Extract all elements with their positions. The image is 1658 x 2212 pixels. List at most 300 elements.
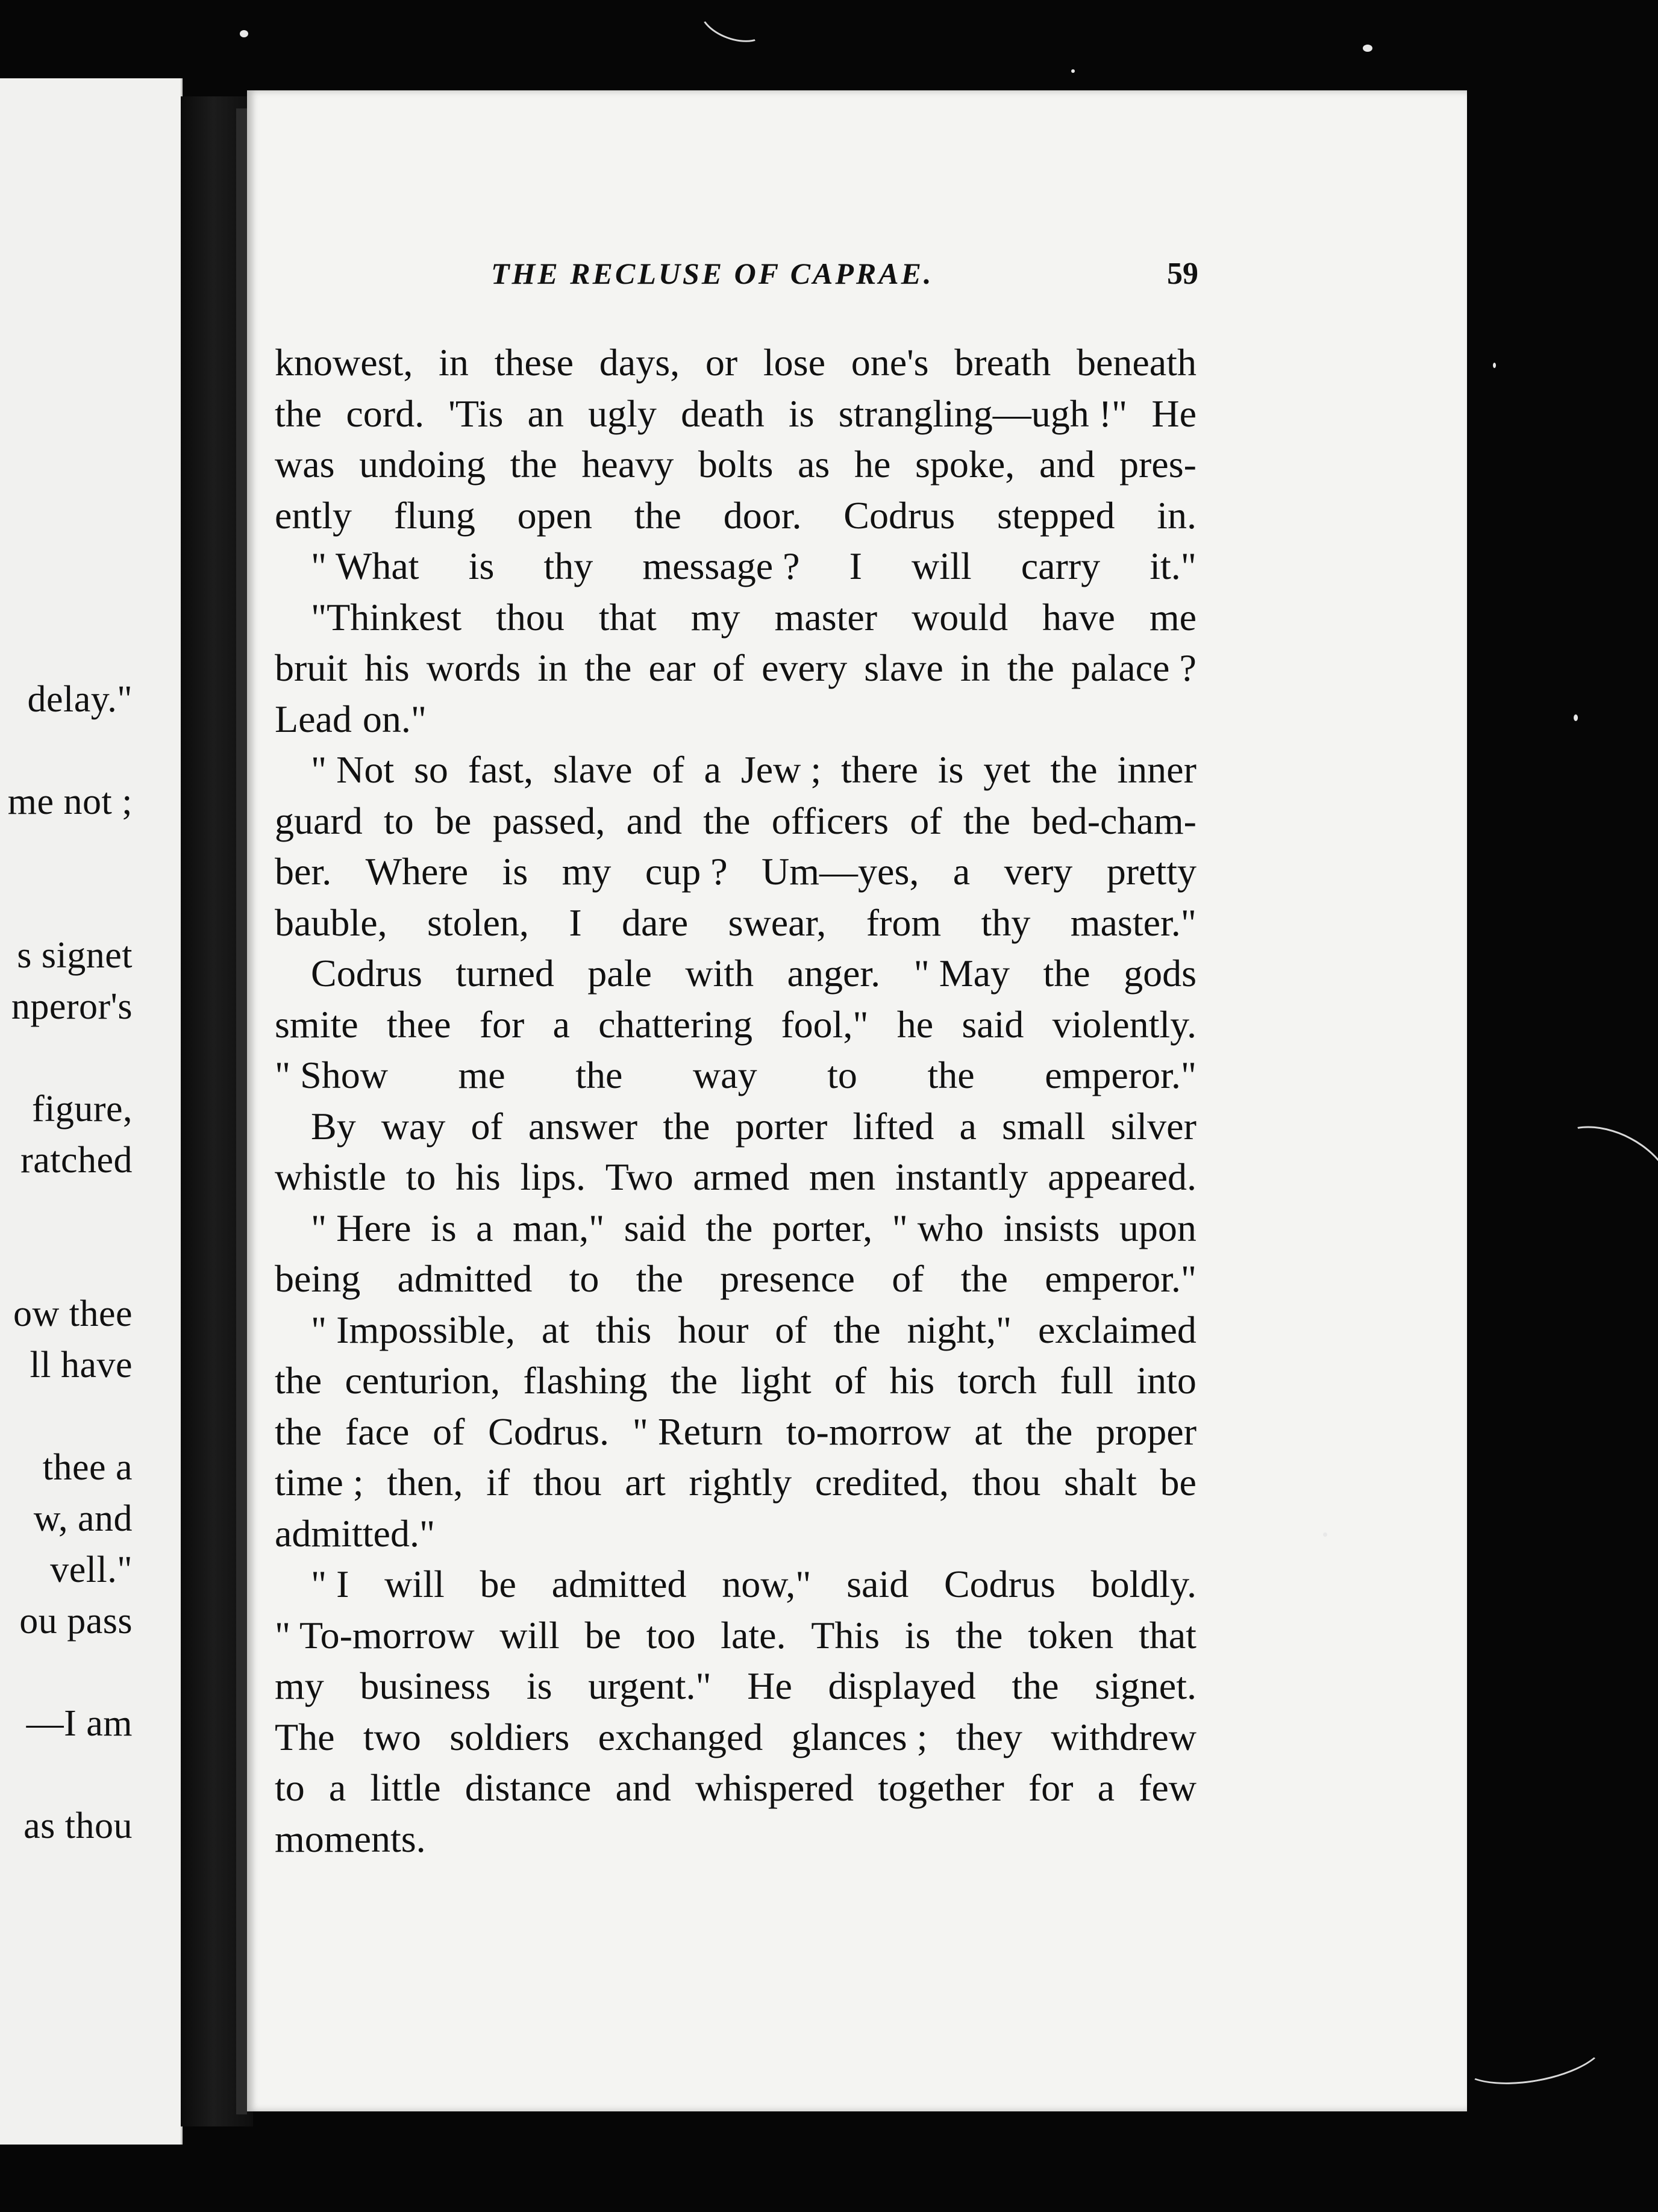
- word: or: [705, 341, 738, 384]
- word: passed,: [492, 799, 605, 842]
- text-line: [275, 490, 1197, 542]
- word: The: [275, 1715, 335, 1758]
- word: porter: [735, 1104, 828, 1148]
- word: strangling—ugh !": [838, 392, 1128, 435]
- word: whistle: [275, 1155, 386, 1198]
- word: be: [480, 1563, 516, 1605]
- word: man,": [512, 1206, 605, 1249]
- word: signet.: [1095, 1664, 1197, 1707]
- word: pale: [587, 952, 652, 995]
- word: the: [584, 646, 632, 689]
- word: swear,: [728, 901, 827, 944]
- word: ear: [648, 646, 696, 689]
- word: " To-morrow: [275, 1613, 475, 1657]
- word: in.: [1157, 493, 1197, 537]
- word: Two: [605, 1155, 674, 1198]
- word: displayed: [828, 1664, 976, 1707]
- word: " Not: [311, 748, 395, 791]
- word: days,: [599, 341, 680, 384]
- previous-page-line: —I am: [26, 1703, 133, 1744]
- previous-page-line: me not ;: [7, 781, 133, 822]
- word: that: [598, 595, 657, 639]
- word: heavy: [581, 443, 674, 486]
- word: into: [1136, 1359, 1197, 1402]
- running-title: THE RECLUSE OF CAPRAE.: [491, 257, 934, 290]
- word: at: [974, 1410, 1003, 1453]
- word: my: [690, 595, 740, 639]
- word: is: [468, 545, 495, 587]
- word: bed-cham-: [1031, 799, 1197, 842]
- word: thee: [386, 1002, 451, 1046]
- word: smite: [275, 1002, 358, 1046]
- word: and: [615, 1766, 671, 1809]
- word: emperor.": [1045, 1054, 1197, 1096]
- text-line: [275, 643, 1197, 694]
- word: withdrew: [1051, 1715, 1197, 1758]
- previous-page-line: as thou: [23, 1805, 133, 1846]
- word: the: [1007, 646, 1054, 689]
- word: Um—yes,: [762, 850, 919, 893]
- word: of: [892, 1257, 924, 1300]
- word: the: [833, 1308, 881, 1351]
- previous-page-line: vell.": [50, 1549, 133, 1590]
- word: distance: [465, 1766, 592, 1809]
- word: me: [1149, 595, 1197, 639]
- text-line: [275, 898, 1197, 949]
- dust-speck: [1574, 714, 1578, 721]
- word: thy: [981, 901, 1031, 944]
- word: the: [1025, 1410, 1073, 1453]
- word: to: [383, 799, 414, 842]
- word: from: [866, 901, 942, 944]
- word: of: [775, 1308, 807, 1351]
- lint-strand: [1530, 1105, 1658, 1247]
- word: This: [811, 1613, 880, 1657]
- word: the: [636, 1257, 683, 1300]
- word: this: [595, 1308, 652, 1351]
- word: his: [889, 1359, 935, 1402]
- word: cord.: [346, 392, 425, 435]
- word: the: [1012, 1664, 1059, 1707]
- word: death: [681, 392, 765, 435]
- word: late.: [721, 1613, 786, 1657]
- word: flung: [393, 493, 475, 537]
- word: turned: [455, 952, 554, 995]
- word: the: [670, 1359, 718, 1402]
- word: will: [912, 545, 972, 587]
- word: Codrus: [943, 1563, 1056, 1605]
- word: door.: [723, 493, 802, 537]
- word: bolts: [698, 443, 774, 486]
- word: exchanged: [598, 1715, 763, 1758]
- word: carry: [1021, 545, 1101, 587]
- word: way: [692, 1054, 757, 1096]
- word: then,: [387, 1461, 463, 1504]
- word: boldly.: [1090, 1563, 1197, 1605]
- word: knowest,: [275, 341, 413, 384]
- text-line: [275, 745, 1197, 796]
- word: the: [1043, 952, 1090, 995]
- word: as: [797, 443, 830, 486]
- word: moments.: [275, 1817, 426, 1860]
- word: the: [1050, 748, 1098, 791]
- word: full: [1060, 1359, 1114, 1402]
- previous-page-line: thee a: [42, 1447, 133, 1488]
- word: is: [904, 1613, 931, 1657]
- word: fool,": [781, 1002, 869, 1046]
- word: glances ;: [791, 1715, 928, 1758]
- word: there: [840, 748, 918, 791]
- word: flashing: [523, 1359, 648, 1402]
- word: the: [510, 443, 557, 486]
- text-line: [275, 541, 1197, 592]
- word: my: [562, 850, 612, 893]
- word: bruit: [275, 646, 348, 689]
- word: He: [747, 1664, 792, 1707]
- lint-strand: [694, 0, 774, 51]
- word: time ;: [275, 1461, 364, 1504]
- text-line: [275, 1814, 1197, 1865]
- word: fast,: [468, 748, 534, 791]
- word: cup ?: [645, 850, 728, 893]
- word: was: [275, 443, 335, 486]
- word: night,": [907, 1308, 1012, 1351]
- word: the: [275, 392, 322, 435]
- previous-page-line: w, and: [33, 1498, 133, 1539]
- word: that: [1138, 1613, 1197, 1657]
- text-line: [275, 1254, 1197, 1305]
- word: dare: [622, 901, 689, 944]
- word: being: [275, 1257, 361, 1300]
- word: urgent.": [588, 1664, 712, 1707]
- word: will: [384, 1563, 445, 1605]
- word: light: [740, 1359, 812, 1402]
- word: be: [584, 1613, 621, 1657]
- word: of: [910, 799, 942, 842]
- word: the: [275, 1410, 322, 1453]
- word: message ?: [642, 545, 800, 587]
- dust-speck: [1493, 363, 1496, 368]
- word: centurion,: [345, 1359, 501, 1402]
- word: to: [827, 1054, 857, 1096]
- text-line: [275, 1508, 1197, 1560]
- word: stepped: [996, 493, 1115, 537]
- word: " I: [311, 1563, 349, 1605]
- word: thy: [543, 545, 593, 587]
- word: shalt: [1064, 1461, 1137, 1504]
- word: the: [927, 1054, 975, 1096]
- word: art: [625, 1461, 666, 1504]
- word: thou: [533, 1461, 602, 1504]
- word: token: [1028, 1613, 1114, 1657]
- word: small: [1001, 1104, 1086, 1148]
- text-line: [275, 1661, 1197, 1712]
- word: they: [956, 1715, 1022, 1758]
- text-line: [275, 796, 1197, 847]
- word: answer: [528, 1104, 638, 1148]
- word: undoing: [359, 443, 486, 486]
- word: thou: [496, 595, 565, 639]
- word: way: [381, 1104, 446, 1148]
- word: so: [413, 748, 448, 791]
- text-line: [275, 1763, 1197, 1814]
- word: and: [1039, 443, 1095, 486]
- word: have: [1042, 595, 1115, 639]
- word: thou: [972, 1461, 1041, 1504]
- word: is: [937, 748, 964, 791]
- body-text: [275, 337, 1197, 1864]
- word: it.": [1150, 545, 1197, 587]
- dust-speck: [240, 30, 248, 37]
- previous-page-line: ll have: [30, 1345, 133, 1386]
- word: is: [526, 1664, 552, 1707]
- word: words: [426, 646, 521, 689]
- word: he: [896, 1002, 934, 1046]
- text-line: [275, 1712, 1197, 1763]
- word: Codrus: [843, 493, 956, 537]
- word: the: [275, 1359, 322, 1402]
- word: master.": [1070, 901, 1197, 944]
- word: men: [809, 1155, 876, 1198]
- word: is: [788, 392, 815, 435]
- word: for: [1028, 1766, 1074, 1809]
- word: gods: [1124, 952, 1197, 995]
- text-line: [275, 337, 1197, 389]
- dust-speck: [1071, 69, 1075, 73]
- previous-page-line: ratched: [20, 1140, 133, 1181]
- text-line: [275, 1355, 1197, 1407]
- word: admitted.": [275, 1511, 436, 1555]
- text-line: [275, 1407, 1197, 1458]
- word: Codrus.: [488, 1410, 610, 1453]
- text-line: [275, 1152, 1197, 1203]
- word: " who: [892, 1206, 984, 1249]
- word: torch: [957, 1359, 1037, 1402]
- word: hour: [678, 1308, 749, 1351]
- word: master: [774, 595, 878, 639]
- word: with: [685, 952, 754, 995]
- word: pres-: [1119, 443, 1197, 486]
- word: proper: [1095, 1410, 1197, 1453]
- word: porter,: [772, 1206, 873, 1249]
- word: a: [476, 1206, 493, 1249]
- word: ber.: [275, 850, 332, 893]
- running-header: [247, 256, 1467, 304]
- word: 'Tis: [448, 392, 504, 435]
- word: every: [762, 646, 848, 689]
- word: " Return: [632, 1410, 763, 1453]
- word: the: [703, 799, 751, 842]
- word: at: [541, 1308, 570, 1351]
- dust-speck: [1323, 1532, 1327, 1537]
- word: beneath: [1076, 341, 1197, 384]
- word: is: [430, 1206, 457, 1249]
- word: bauble,: [275, 901, 387, 944]
- word: violently.: [1052, 1002, 1197, 1046]
- previous-page-line: nperor's: [11, 986, 133, 1027]
- word: " What: [311, 545, 419, 587]
- word: on.": [362, 697, 427, 740]
- word: yet: [983, 748, 1031, 791]
- word: guard: [275, 799, 363, 842]
- word: credited,: [815, 1461, 949, 1504]
- word: together: [878, 1766, 1004, 1809]
- lint-strand: [1454, 2011, 1610, 2094]
- text-line: [275, 389, 1197, 440]
- text-line: [275, 1457, 1197, 1508]
- word: emperor.": [1045, 1257, 1197, 1300]
- word: insists: [1003, 1206, 1100, 1249]
- word: " Impossible,: [311, 1308, 515, 1351]
- word: rightly: [689, 1461, 792, 1504]
- word: stolen,: [427, 901, 529, 944]
- text-line: [275, 439, 1197, 490]
- word: said: [962, 1002, 1024, 1046]
- word: inner: [1117, 748, 1197, 791]
- word: his: [364, 646, 410, 689]
- word: "Thinkest: [311, 595, 462, 639]
- word: a: [1097, 1766, 1115, 1809]
- word: anger.: [787, 952, 881, 995]
- word: " May: [913, 952, 1010, 995]
- word: slave: [864, 646, 943, 689]
- word: me: [458, 1054, 505, 1096]
- word: in: [960, 646, 990, 689]
- word: presence: [720, 1257, 855, 1300]
- text-line: [275, 1610, 1197, 1661]
- word: two: [363, 1715, 421, 1758]
- previous-page-line: figure,: [31, 1089, 133, 1129]
- word: face: [345, 1410, 410, 1453]
- previous-page-fragment: [0, 78, 183, 2145]
- word: a: [959, 1104, 977, 1148]
- word: Codrus: [311, 952, 422, 995]
- text-line: [275, 1203, 1197, 1254]
- word: be: [1160, 1461, 1197, 1504]
- text-line: [275, 1101, 1197, 1152]
- word: he: [854, 443, 891, 486]
- word: a: [552, 1002, 570, 1046]
- word: of: [652, 748, 684, 791]
- word: business: [360, 1664, 491, 1707]
- word: said: [624, 1206, 686, 1249]
- word: soldiers: [449, 1715, 570, 1758]
- word: and: [626, 799, 682, 842]
- word: He: [1151, 392, 1197, 435]
- word: lips.: [520, 1155, 586, 1198]
- word: lose: [763, 341, 825, 384]
- word: in: [439, 341, 469, 384]
- word: of: [471, 1104, 503, 1148]
- word: palace ?: [1071, 646, 1197, 689]
- word: few: [1139, 1766, 1197, 1809]
- text-line: [275, 999, 1197, 1051]
- word: the: [956, 1613, 1003, 1657]
- word: lifted: [852, 1104, 934, 1148]
- text-line: [275, 846, 1197, 898]
- word: pretty: [1106, 850, 1197, 893]
- word: if: [486, 1461, 510, 1504]
- word: said: [846, 1563, 909, 1605]
- word: of: [712, 646, 745, 689]
- word: Lead: [275, 697, 352, 740]
- word: of: [433, 1410, 465, 1453]
- word: would: [912, 595, 1009, 639]
- word: to: [569, 1257, 599, 1300]
- word: whispered: [695, 1766, 854, 1809]
- previous-page-line: ou pass: [19, 1601, 133, 1642]
- word: too: [646, 1613, 696, 1657]
- text-line: [275, 694, 1197, 745]
- text-line: [275, 1050, 1197, 1101]
- word: the: [960, 1257, 1008, 1300]
- word: to-morrow: [786, 1410, 951, 1453]
- word: exclaimed: [1037, 1308, 1197, 1351]
- word: I: [849, 545, 862, 587]
- word: in: [537, 646, 568, 689]
- book-page: [247, 90, 1467, 2111]
- word: ently: [275, 493, 352, 537]
- page-number: 59: [1167, 257, 1198, 291]
- word: very: [1004, 850, 1073, 893]
- word: the: [575, 1054, 623, 1096]
- word: these: [494, 341, 574, 384]
- word: now,": [722, 1563, 812, 1605]
- word: instantly: [895, 1155, 1028, 1198]
- word: Jew ;: [740, 748, 822, 791]
- word: I: [569, 901, 582, 944]
- text-line: [275, 592, 1197, 643]
- word: ugly: [588, 392, 657, 435]
- word: a: [953, 850, 971, 893]
- text-line: [275, 948, 1197, 999]
- dust-speck: [1363, 45, 1372, 52]
- word: the: [663, 1104, 710, 1148]
- word: slave: [553, 748, 633, 791]
- previous-page-line: delay.": [27, 679, 133, 720]
- word: silver: [1110, 1104, 1197, 1148]
- word: one's: [851, 341, 929, 384]
- word: of: [834, 1359, 867, 1402]
- page-edge-shadow: [236, 108, 247, 2114]
- word: appeared.: [1048, 1155, 1197, 1198]
- word: an: [527, 392, 564, 435]
- previous-page-line: ow thee: [13, 1293, 133, 1334]
- word: a: [328, 1766, 346, 1809]
- word: for: [479, 1002, 525, 1046]
- word: " Here: [311, 1206, 411, 1249]
- word: my: [275, 1664, 324, 1707]
- text-line: [275, 1305, 1197, 1356]
- word: to: [405, 1155, 436, 1198]
- word: little: [370, 1766, 441, 1809]
- word: will: [499, 1613, 560, 1657]
- previous-page-line: s signet: [17, 935, 133, 976]
- word: be: [435, 799, 472, 842]
- word: breath: [954, 341, 1051, 384]
- word: " Show: [275, 1054, 388, 1096]
- word: admitted: [551, 1563, 687, 1605]
- word: open: [517, 493, 592, 537]
- word: Where: [365, 850, 469, 893]
- word: upon: [1119, 1206, 1197, 1249]
- word: admitted: [397, 1257, 533, 1300]
- word: officers: [771, 799, 889, 842]
- word: his: [455, 1155, 501, 1198]
- word: the: [634, 493, 681, 537]
- word: armed: [693, 1155, 790, 1198]
- word: spoke,: [915, 443, 1015, 486]
